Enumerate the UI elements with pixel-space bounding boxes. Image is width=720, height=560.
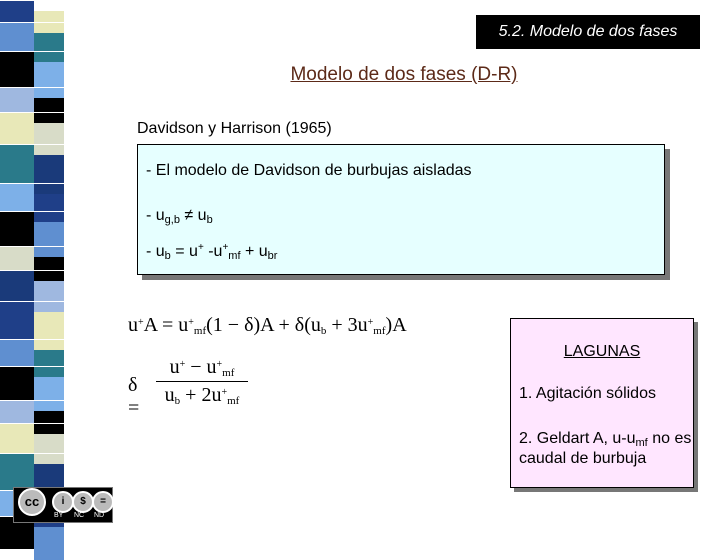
stripe-block <box>34 281 64 312</box>
stripe-block <box>0 339 34 366</box>
stripe-block <box>34 257 64 281</box>
stripe-separator <box>0 270 64 271</box>
stripe-separator <box>0 144 64 145</box>
stripe-separator <box>0 453 64 454</box>
stripe-block <box>0 144 34 183</box>
section-tag-text: 5.2. Modelo de dos fases <box>498 23 678 40</box>
stripe-block <box>34 350 64 377</box>
stripe-block <box>0 301 34 339</box>
stripe-block <box>34 434 64 464</box>
stripe-block <box>0 0 34 22</box>
stripe-block <box>0 270 34 301</box>
subtitle: Davidson y Harrison (1965) <box>137 120 332 137</box>
model-line-2: - $u_{g,b} \ne u_b$ <box>146 207 213 226</box>
stripe-separator <box>0 51 64 52</box>
nc-label: NC <box>74 512 85 519</box>
stripe-separator <box>0 366 64 367</box>
model-line-3: - $u_b = u^+$ $-u^+_{mf} + u_{br}$ <box>146 242 278 262</box>
equation-flow-balance: $u^+A = u^+_{mf}(1 - \delta)A + \delta(u_b + 3u^+_{mf})A$ <box>128 314 407 337</box>
stripe-separator <box>0 246 64 247</box>
stripe-block <box>34 194 64 222</box>
stripe-block <box>0 366 34 400</box>
stripe-separator <box>0 183 64 184</box>
stripe-block <box>34 33 64 62</box>
stripe-block <box>0 112 34 144</box>
stripe-separator <box>0 339 64 340</box>
stripe-block <box>34 527 64 560</box>
stripe-block <box>0 453 34 490</box>
stripe-block <box>34 123 64 155</box>
by-label: BY <box>54 512 64 519</box>
lagunas-item-1: 1. Agitación sólidos <box>519 385 656 402</box>
stripe-separator <box>0 211 64 212</box>
stripe-block <box>34 312 64 350</box>
stripe-separator <box>0 87 64 88</box>
stripe-block <box>0 400 34 423</box>
delta-denominator: $u_b + 2u^+_{mf}$ <box>164 384 240 407</box>
lagunas-heading: LAGUNAS <box>563 343 641 360</box>
nd-label: ND <box>94 512 105 519</box>
stripe-block <box>0 423 34 453</box>
stripe-separator <box>0 112 64 113</box>
stripe-separator <box>0 22 64 23</box>
stripe-block <box>0 22 34 51</box>
attribution-icon: i <box>52 491 74 513</box>
noderivatives-icon: = <box>92 491 114 513</box>
section-tag <box>476 15 700 49</box>
stripe-separator <box>0 400 64 401</box>
stripe-block <box>0 87 34 112</box>
stripe-block <box>34 222 64 257</box>
delta-lhs: δ = <box>128 374 140 419</box>
stripe-block <box>34 377 64 411</box>
stripe-block <box>34 155 64 194</box>
model-description-box <box>137 144 665 275</box>
cc-license-badge[interactable] <box>13 487 113 523</box>
stripe-separator <box>0 301 64 302</box>
delta-numerator: $u^+ - u^+_{mf}$ <box>169 356 235 379</box>
cc-icon: cc <box>18 488 46 516</box>
model-line-1: - El modelo de Davidson de burbujas aisladas <box>146 162 472 179</box>
stripe-separator <box>0 0 64 1</box>
stripe-block <box>34 98 64 123</box>
delta-fraction <box>156 356 248 407</box>
stripe-block <box>0 183 34 211</box>
lagunas-box <box>510 318 694 488</box>
lagunas-item-2: 2. Geldart A, $u-u_{mf}$ no es caudal de burbuja <box>519 430 692 467</box>
noncommercial-icon: $ <box>72 491 94 513</box>
stripe-separator <box>0 423 64 424</box>
page-title: Modelo de dos fases (D-R) <box>290 64 518 85</box>
stripe-block <box>0 211 34 246</box>
stripe-block <box>0 246 34 270</box>
